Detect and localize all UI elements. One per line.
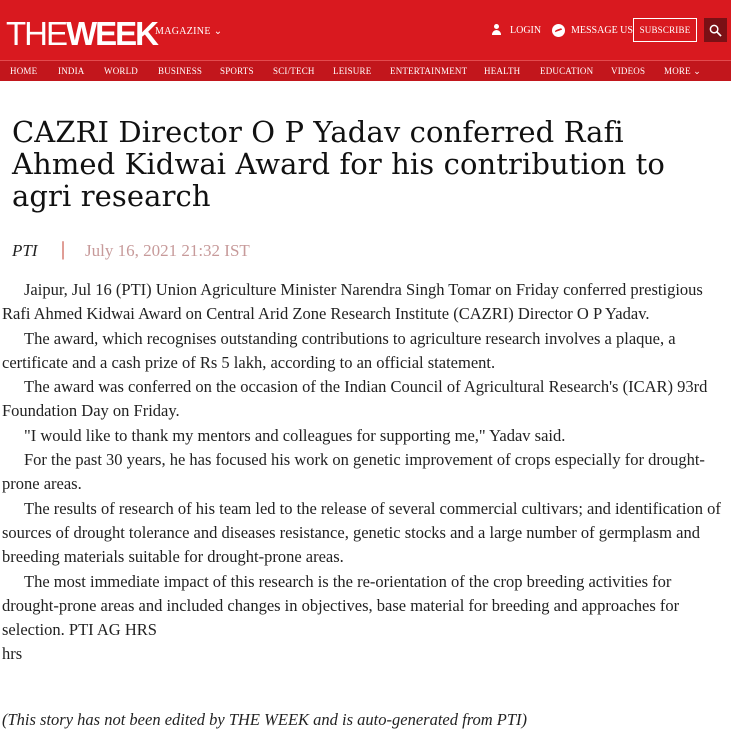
nav-india[interactable]: INDIA [58,66,85,76]
article-paragraph: For the past 30 years, he has focused his work on genetic improvement of crops especially for drought-prone areas. [2,450,705,494]
login-link[interactable] [491,24,541,36]
chevron-down-icon: ⌄ [213,26,223,37]
article-title: CAZRI Director O P Yadav conferred Rafi Ahmed Kidwai Award for his contribution to agri research [12,115,665,213]
message-us-link[interactable] [552,24,633,37]
logo-week-text: WEEK [66,15,157,52]
article-paragraph: Jaipur, Jul 16 (PTI) Union Agriculture Minister Narendra Singh Tomar on Friday conferred prestigious Rafi Ahmed Kidwai Award on Central Arid Zone Research Institute (CAZRI) Director O P Yadav. [2,280,703,324]
subscribe-button[interactable]: SUBSCRIBE [633,18,697,42]
message-us-label: MESSAGE US [571,25,633,36]
article-trailer: hrs [2,644,23,664]
nav-home[interactable]: HOME [10,66,38,76]
search-button[interactable] [704,18,727,42]
login-label: LOGIN [510,24,542,36]
nav-entertainment[interactable]: ENTERTAINMENT [390,66,468,76]
magazine-label: MAGAZINE [155,26,211,37]
nav-world[interactable]: WORLD [104,66,138,76]
magazine-menu[interactable] [155,26,222,37]
article-body [2,278,722,667]
nav-scitech[interactable]: SCI/TECH [273,66,315,76]
auto-generated-disclaimer: (This story has not been edited by THE WEEK and is auto-generated from PTI) [2,710,528,729]
logo-the-text: THE [6,15,66,52]
site-header [0,0,731,81]
nav-sports[interactable]: SPORTS [220,66,254,76]
article-paragraph: The award, which recognises outstanding contributions to agriculture research involves a plaque, a certificate and a cash prize of Rs 5 lakh, according to an official statement. [2,328,676,372]
search-icon [709,24,722,37]
main-nav [0,60,731,81]
article-paragraph: "I would like to thank my mentors and colleagues for supporting me," Yadav said. [24,425,566,445]
byline-separator: | [61,238,66,260]
nav-more[interactable] [664,66,701,77]
article-paragraph: The award was conferred on the occasion of the Indian Council of Agricultural Research's (ICAR) 93rd Foundation Day on Friday. [2,377,708,421]
nav-leisure[interactable]: LEISURE [333,66,372,76]
user-icon [491,24,502,36]
nav-business[interactable]: BUSINESS [158,66,203,76]
chat-bubble-icon [552,24,565,37]
nav-education[interactable]: EDUCATION [540,66,594,76]
header-top-row [0,0,731,60]
article-paragraph: The results of research of his team led to the release of several commercial cultivars; and identification of sources of drought tolerance and diseases resistance, genetic stocks and a large number of germplasm and breeding materials suitable for drought-prone areas. [2,498,721,567]
article-paragraph: The most immediate impact of this research is the re-orientation of the crop breeding activities for drought-prone areas and included changes in objectives, base material for breeding and approaches for selection. PTI AG HRS [2,571,680,640]
article-source: PTI [12,241,38,260]
site-logo[interactable] [6,14,157,54]
nav-health[interactable]: HEALTH [484,66,521,76]
nav-more-label: MORE [664,66,691,76]
nav-videos[interactable]: VIDEOS [611,66,646,76]
article-date: July 16, 2021 21:32 IST [85,241,250,260]
chevron-down-icon: ⌄ [693,66,702,76]
